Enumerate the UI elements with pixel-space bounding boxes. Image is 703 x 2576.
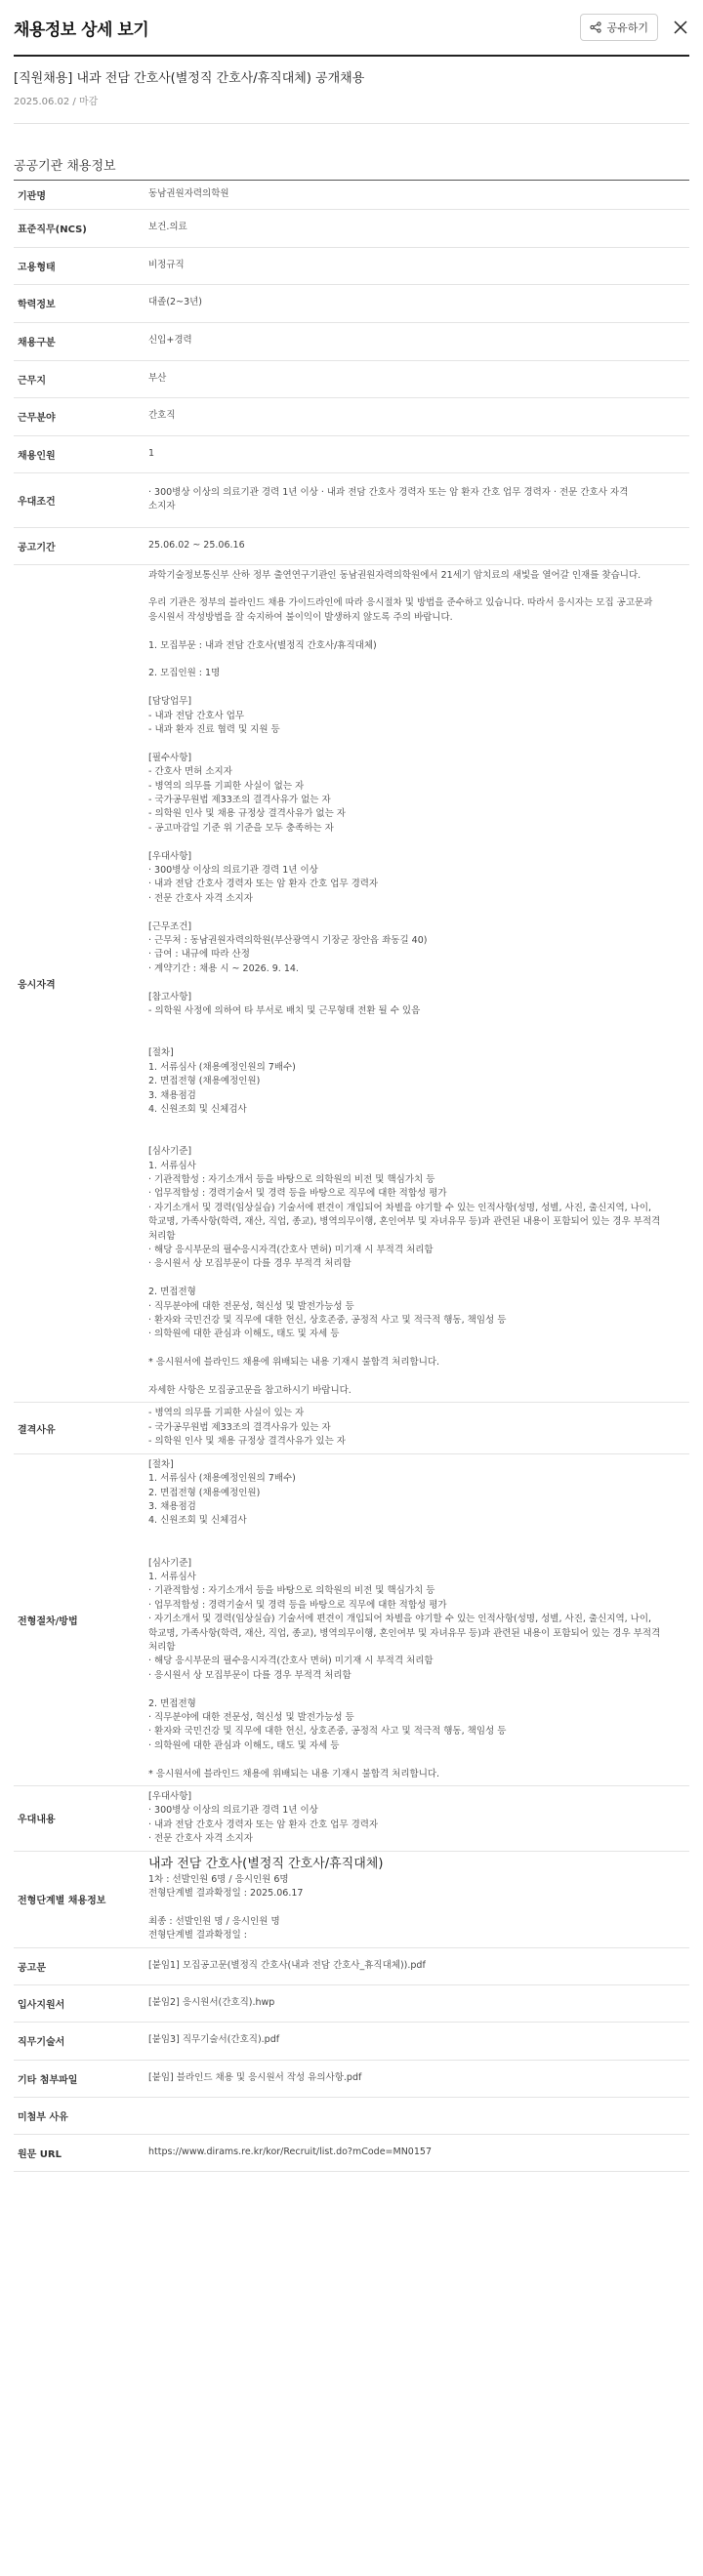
row-qualification (14, 564, 689, 1403)
row-value (148, 1851, 689, 1947)
source-url-link[interactable]: https://www.dirams.re.kr/kor/Recruit/list.do?mCode=MN0157 (148, 2134, 689, 2171)
row-value: 동남권원자력의학원 (148, 181, 689, 209)
row-label: 표준직무(NCS) (14, 209, 148, 247)
row-preference (14, 472, 689, 527)
row-unattached-reason (14, 2097, 689, 2134)
row-label: 우대내용 (14, 1786, 148, 1852)
row-label: 우대조건 (14, 472, 148, 527)
header-actions (580, 14, 689, 41)
row-period (14, 527, 689, 564)
row-label: 근무지 (14, 360, 148, 397)
header (14, 0, 689, 57)
row-value: 신입+경력 (148, 322, 689, 360)
row-label: 채용인원 (14, 435, 148, 472)
row-value: 부산 (148, 360, 689, 397)
row-value: 25.06.02 ~ 25.06.16 (148, 527, 689, 564)
row-label: 미첨부 사유 (14, 2097, 148, 2134)
row-org (14, 181, 689, 209)
row-label: 기관명 (14, 181, 148, 209)
row-label: 근무분야 (14, 397, 148, 435)
row-label: 공고문 (14, 1947, 148, 1984)
row-value: - 병역의 의무를 기피한 사실이 있는 자 - 국가공무원법 제33조의 결격사유가 있는 자 - 의학원 인사 및 채용 규정상 결격사유가 있는 자 (148, 1403, 689, 1453)
row-ncs (14, 209, 689, 247)
row-value: 대졸(2~3년) (148, 284, 689, 322)
info-table (14, 181, 689, 2172)
row-label: 입사지원서 (14, 1984, 148, 2022)
row-label: 결격사유 (14, 1403, 148, 1453)
attachment-link[interactable]: [붙임] 블라인드 채용 및 응시원서 작성 유의사항.pdf (148, 2060, 689, 2097)
row-notice (14, 1947, 689, 1984)
row-employment (14, 247, 689, 284)
job-summary (14, 57, 689, 124)
row-value: · 300병상 이상의 의료기관 경력 1년 이상 · 내과 전담 간호사 경력자 또는 암 환자 간호 업무 경력자 · 전문 간호사 자격 소지자 (148, 472, 689, 527)
row-field (14, 397, 689, 435)
job-description-link[interactable]: [붙임3] 직무기술서(간호직).pdf (148, 2022, 689, 2060)
row-label: 원문 URL (14, 2134, 148, 2171)
row-disqualification (14, 1403, 689, 1453)
row-application-form (14, 1984, 689, 2022)
row-label: 공고기간 (14, 527, 148, 564)
row-job-description (14, 2022, 689, 2060)
row-value: 과학기술정보통신부 산하 정부 출연연구기관인 동남권원자력의학원에서 21세기 암치료의 새빛을 열어갈 인재를 찾습니다. 우리 기관은 정부의 블라인드 채용 가이드라인에 따라 응시절차 및 방법을 준수하고 있습니다. 따라서 응시자는 모집 공고문과 응시원서 작성방법을 잘 숙지하여 불이익이 발생하지 않도록 주의 바랍니다. 1. 모집부문 : 내과 전담 간호사(별정직 간호사/휴직대체) 2. 모집인원 : 1명 [담당업무] - 내과 전담 간호사 업무 - 내과 환자 진료 협력 및 지원 등 [필수사항] - 간호사 면허 소지자 - 병역의 의무를 기피한 사실이 없는 자 - 국가공무원법 제33조의 결격사유가 없는 자 - 의학원 인사 및 채용 규정상 결격사유가 없는 자 - 공고마감일 기준 위 기준을 모두 충족하는 자 [우대사항] · 300병상 이상의 의료기관 경력 1년 이상 · 내과 전담 간호사 경력자 또는 암 환자 간호 업무 경력자 · 전문 간호사 자격 소지자 [근무조건] · 근무처 : 동남권원자력의학원(부산광역시 기장군 장안읍 좌동길 40) · 급여 : 내규에 따라 산정 · 계약기간 : 채용 시 ~ 2026. 9. 14. [참고사항] - 의학원 사정에 의하여 타 부서로 배치 및 근무형태 전환 될 수 있음 [절차] 1. 서류심사 (채용예정인원의 7배수) 2. 면접전형 (채용예정인원) 3. 채용점검 4. 신원조회 및 신체검사 [심사기준] 1. 서류심사 · 기관적합성 : 자기소개서 등을 바탕으로 의학원의 비전 및 핵심가치 등 · 업무적합성 : 경력기술서 및 경력 등을 바탕으로 직무에 대한 적합성 평가 · 자기소개서 및 경력(임상실습) 기술서에 편견이 개입되어 차별을 야기할 수 있는 인적사항(성명, 성별, 사진, 출신지역, 나이, 학교명, 가족사항(학력, 재산, 직업, 종교), 병역의무이행, 혼인여부 및 자녀유무 등)과 관련된 내용이 포함되어 있는 경우 부적격 처리함 · 해당 응시부문의 필수응시자격(간호사 면허) 미기재 시 부적격 처리함 · 응시원서 상 모집부문이 다를 경우 부적격 처리함 2. 면접전형 · 직무분야에 대한 전문성, 혁신성 및 발전가능성 등 · 환자와 국민건강 및 직무에 대한 헌신, 상호존중, 공정적 사고 및 적극적 행동, 책임성 등 · 의학원에 대한 관심과 이해도, 태도 및 자세 등 * 응시원서에 블라인드 채용에 위배되는 내용 기재시 불합격 처리합니다. 자세한 사항은 모집공고문을 참고하시기 바랍니다. (148, 564, 689, 1403)
row-label: 직무기술서 (14, 2022, 148, 2060)
row-label: 학력정보 (14, 284, 148, 322)
row-stage-info (14, 1851, 689, 1947)
share-button-label: 공유하기 (606, 21, 648, 34)
stage-heading: 내과 전담 간호사(별정직 간호사/휴직대체) (148, 1856, 384, 1871)
row-value (148, 2097, 689, 2134)
row-value: 보건.의료 (148, 209, 689, 247)
row-attachment (14, 2060, 689, 2097)
share-button[interactable] (580, 14, 658, 41)
row-value: 간호직 (148, 397, 689, 435)
row-procedure (14, 1453, 689, 1785)
share-icon (590, 21, 601, 33)
section-title: 공공기관 채용정보 (14, 155, 689, 181)
row-value: [우대사항] · 300병상 이상의 의료기관 경력 1년 이상 · 내과 전담 간호사 경력자 또는 암 환자 간호 업무 경력자 · 전문 간호사 자격 소지자 (148, 1786, 689, 1852)
job-meta: 2025.06.02 / 마감 (14, 97, 99, 107)
row-source-url (14, 2134, 689, 2171)
row-location (14, 360, 689, 397)
application-form-link[interactable]: [붙임2] 응시원서(간호직).hwp (148, 1984, 689, 2022)
row-label: 기타 첨부파일 (14, 2060, 148, 2097)
row-label: 응시자격 (14, 564, 148, 1403)
close-button[interactable] (672, 19, 689, 36)
page-title: 채용정보 상세 보기 (14, 20, 149, 40)
stage-detail: 1차 : 선발인원 6명 / 응시인원 6명 전형단계별 결과확정일 : 2025.06.17 최종 : 선발인원 명 / 응시인원 명 전형단계별 결과확정일 : (148, 1873, 304, 1942)
row-value: 비정규직 (148, 247, 689, 284)
row-label: 전형절차/방법 (14, 1453, 148, 1785)
row-value: 1 (148, 435, 689, 472)
row-label: 전형단계별 채용정보 (14, 1851, 148, 1947)
notice-file-link[interactable]: [붙임1] 모집공고문(별정직 간호사(내과 전담 간호사_휴직대체)).pdf (148, 1947, 689, 1984)
row-type (14, 322, 689, 360)
row-label: 고용형태 (14, 247, 148, 284)
row-education (14, 284, 689, 322)
row-value: [절차] 1. 서류심사 (채용예정인원의 7배수) 2. 면접전형 (채용예정인원) 3. 채용점검 4. 신원조회 및 신체검사 [심사기준] 1. 서류심사 · 기관적합성 : 자기소개서 등을 바탕으로 의학원의 비전 및 핵심가치 등 · 업무적합성 : 경력기술서 및 경력 등을 바탕으로 직무에 대한 적합성 평가 · 자기소개서 및 경력(임상실습) 기술서에 편견이 개입되어 차별을 야기할 수 있는 인적사항(성명, 성별, 사진, 출신지역, 나이, 학교명, 가족사항(학력, 재산, 직업, 종교), 병역의무이행, 혼인여부 및 자녀유무 등)과 관련된 내용이 포함되어 있는 경우 부적격 처리함 · 해당 응시부문의 필수응시자격(간호사 면허) 미기재 시 부적격 처리함 · 응시원서 상 모집부문이 다를 경우 부적격 처리함 2. 면접전형 · 직무분야에 대한 전문성, 혁신성 및 발전가능성 등 · 환자와 국민건강 및 직무에 대한 헌신, 상호존중, 공정적 사고 및 적극적 행동, 책임성 등 · 의학원에 대한 관심과 이해도, 태도 및 자세 등 * 응시원서에 블라인드 채용에 위배되는 내용 기재시 불합격 처리합니다. (148, 1453, 689, 1785)
job-title: [직원채용] 내과 전담 간호사(별정직 간호사/휴직대체) 공개채용 (14, 71, 365, 86)
row-count (14, 435, 689, 472)
row-preference-detail (14, 1786, 689, 1852)
close-icon (674, 20, 687, 34)
row-label: 채용구분 (14, 322, 148, 360)
